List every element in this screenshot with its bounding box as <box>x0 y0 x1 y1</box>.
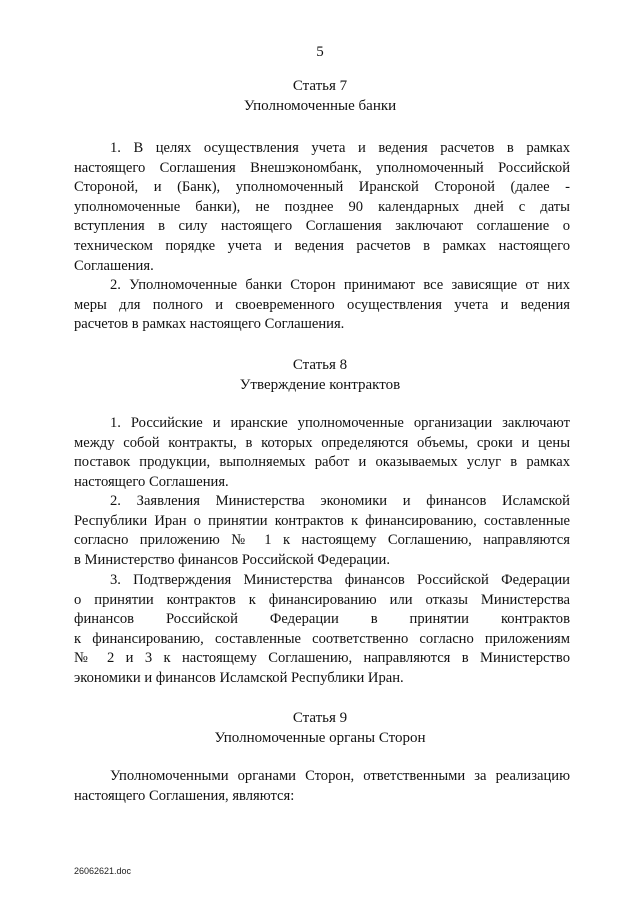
text-line: 2. Уполномоченные банки Сторон принимают все зависящие от них <box>110 277 570 293</box>
article-number: Статья 9 <box>292 710 348 726</box>
text-line: 1. В целях осуществления учета и ведения расчетов в рамках <box>110 140 570 156</box>
article-8-paragraph-3 <box>74 571 570 689</box>
text-line: в Министерство финансов Российской Федерации. <box>74 551 390 568</box>
text-line: 3. Подтверждения Министерства финансов Российской Федерации <box>110 572 570 588</box>
article-8-paragraph-2 <box>74 492 570 570</box>
article-number: Статья 7 <box>292 78 348 94</box>
text-line: Соглашения. <box>74 257 154 274</box>
text-line: между собой контракты, в которых определяются объемы, сроки и цены <box>74 434 570 451</box>
text-line: финансов Российской Федерации в принятии контрактов <box>74 611 570 628</box>
article-7-paragraph-2 <box>74 276 570 335</box>
text-line: настоящего Соглашения Внешэкономбанк, уполномоченный Российской <box>74 159 570 176</box>
text-line: Стороной, и (Банк), уполномоченный Иранской Стороной (далее - <box>74 179 570 196</box>
text-line: о принятии контрактов к финансированию или отказы Министерства <box>74 591 570 608</box>
article-8-heading <box>0 355 640 395</box>
article-title: Уполномоченные банки <box>243 98 397 114</box>
text-line: к финансированию, составленные соответственно согласно приложениям <box>74 630 570 647</box>
text-line: 1. Российские и иранские уполномоченные организации заключают <box>110 415 570 431</box>
text-line: техническом порядке учета и ведения расчетов в рамках настоящего <box>74 237 570 254</box>
article-title: Утверждение контрактов <box>239 377 401 393</box>
text-line: настоящего Соглашения. <box>74 473 229 490</box>
article-7-heading <box>0 76 640 116</box>
text-line: уполномоченные банки), не позднее 90 календарных дней с даты <box>74 198 570 215</box>
article-9-heading <box>0 708 640 748</box>
article-title: Уполномоченные органы Сторон <box>214 730 426 746</box>
text-line: вступления в силу настоящего Соглашения заключают соглашение о <box>74 218 570 235</box>
article-7-paragraph-1 <box>74 139 570 276</box>
text-line: 2. Заявления Министерства экономики и финансов Исламской <box>110 493 570 509</box>
text-line: поставок продукции, выполняемых работ и оказываемых услуг в рамках <box>74 454 570 471</box>
file-reference: 26062621.doc <box>74 866 132 876</box>
text-line: Республики Иран о принятии контрактов к финансированию, составленные <box>74 512 570 529</box>
article-8-paragraph-1 <box>74 414 570 492</box>
text-line: экономики и финансов Исламской Республики Иран. <box>74 669 404 686</box>
text-line: № 2 и 3 к настоящему Соглашению, направляются в Министерство <box>74 650 570 667</box>
article-number: Статья 8 <box>292 357 348 373</box>
article-9-paragraph-1 <box>74 767 570 806</box>
text-line: согласно приложению № 1 к настоящему Соглашению, направляются <box>74 532 570 549</box>
text-line: меры для полного и своевременного осуществления учета и ведения <box>74 296 570 313</box>
text-line: настоящего Соглашения, являются: <box>74 787 295 804</box>
page-number: 5 <box>316 44 324 60</box>
text-line: расчетов в рамках настоящего Соглашения. <box>74 316 345 333</box>
text-line: Уполномоченными органами Сторон, ответственными за реализацию <box>110 768 570 784</box>
